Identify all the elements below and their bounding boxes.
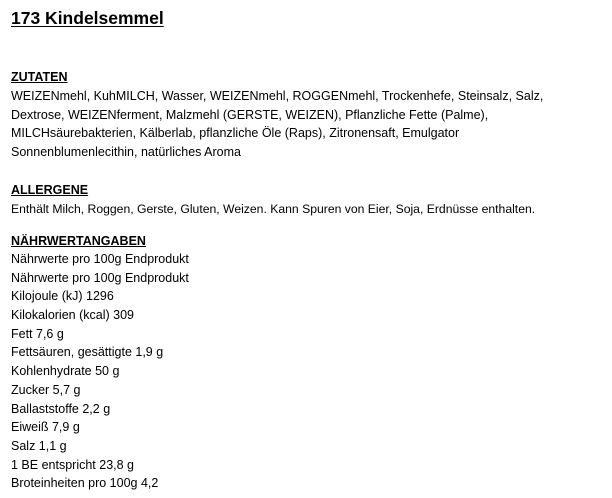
product-title: 173 Kindelsemmel — [11, 8, 164, 28]
nutrition-line: Kilojoule (kJ) 1296 — [11, 289, 114, 304]
nutrition-line: Salz 1,1 g — [11, 438, 67, 453]
allergens-line: Enthält Milch, Roggen, Gerste, Gluten, Weizen. Kann Spuren von Eier, Soja, Erdnüsse enthalten. — [11, 202, 536, 216]
ingredients-line: Dextrose, WEIZENferment, Malzmehl (GERSTE, WEIZEN), Pflanzliche Fette (Palme), — [11, 107, 489, 122]
ingredients-section — [11, 70, 609, 162]
nutrition-line: Nährwerte pro 100g Endprodukt — [11, 252, 189, 266]
nutrition-line: 1 BE entspricht 23,8 g — [11, 457, 134, 472]
nutrition-line: Ballaststoffe 2,2 g — [11, 401, 111, 416]
ingredients-line: Sonnenblumenlecithin, natürliches Aroma — [11, 145, 241, 160]
nutrition-heading: NÄHRWERTANGABEN — [11, 234, 146, 248]
nutrition-line: Fett 7,6 g — [11, 326, 64, 341]
nutrition-line: Kohlenhydrate 50 g — [11, 364, 120, 379]
nutrition-line: Kilokalorien (kcal) 309 — [11, 308, 134, 323]
nutrition-line: Fettsäuren, gesättigte 1,9 g — [11, 345, 164, 360]
allergens-heading: ALLERGENE — [11, 183, 89, 197]
ingredients-line: WEIZENmehl, KuhMILCH, Wasser, WEIZENmehl, ROGGENmehl, Trockenhefe, Steinsalz, Salz, — [11, 89, 544, 103]
ingredients-heading: ZUTATEN — [11, 70, 68, 84]
nutrition-line: Nährwerte pro 100g Endprodukt — [11, 270, 189, 285]
ingredients-line: MILCHsäurebakterien, Kälberlab, pflanzliche Öle (Raps), Zitronensaft, Emulgator — [11, 126, 460, 141]
allergens-section — [11, 183, 609, 219]
nutrition-line: Eiweiß 7,9 g — [11, 420, 80, 435]
nutrition-line: Zucker 5,7 g — [11, 382, 81, 397]
nutrition-line: Broteinheiten pro 100g 4,2 — [11, 476, 159, 491]
nutrition-section — [11, 234, 609, 493]
